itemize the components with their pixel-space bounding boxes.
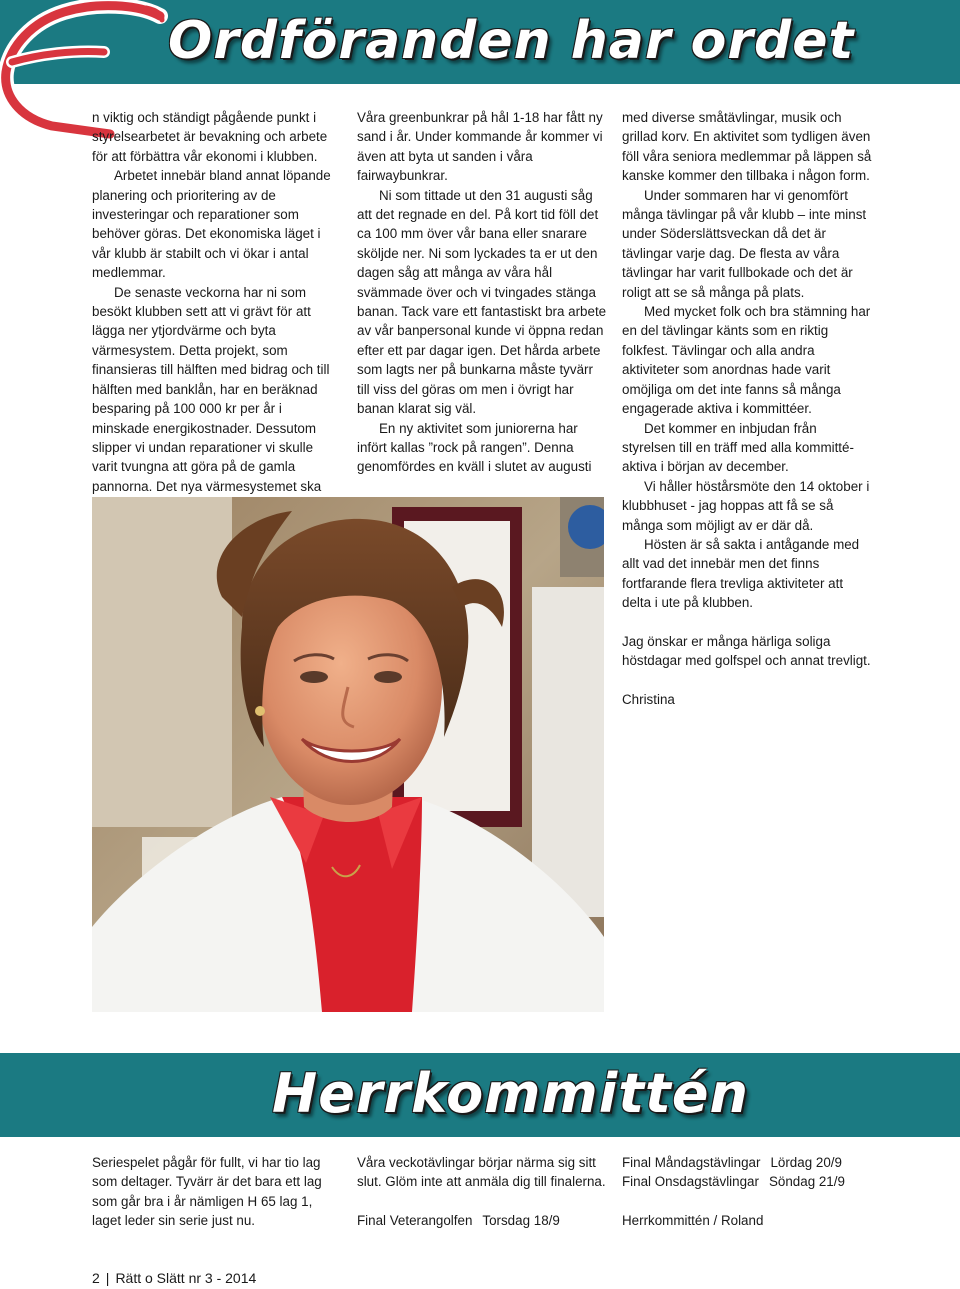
page-title: Ordföranden har ordet: [168, 11, 855, 71]
article-paragraph: En ny aktivitet som juniorerna har infört kallas ”rock på rangen”. Denna genomfördes en kväll i slutet av augusti: [357, 420, 592, 475]
section-paragraph: Seriespelet pågår för fullt, vi har tio lag som deltager. Tyvärr är det bara ett lag som går bra i år nämligen H 65 lag 1, laget leder sin serie just nu.: [92, 1155, 322, 1229]
final-label: Final Onsdagstävlingar: [622, 1174, 759, 1190]
page-number: 2: [92, 1270, 100, 1286]
final-date: Lördag 20/9: [770, 1155, 842, 1170]
article-paragraph: Ni som tittade ut den 31 augusti såg att det regnade en del. På kort tid föll det ca 100 mm över vår bana eller snarare sköljde ner. Ni som lyckades ta er ut den dagen såg att många av våra hål svämmade över och vi tvingades stänga banan. Tack vare ett fantastiskt bra arbete av vår banpersonal kunde vi öppna redan efter ett par dagar igen. Det hårda arbete som lagts ner på bunkarna måste tyvärr till viss del göras om men i övrigt har banan klarat sig väl.: [357, 187, 607, 417]
page-footer: [92, 1268, 256, 1288]
footer-separator: |: [105, 1270, 110, 1286]
final-label: Final Veterangolfen: [357, 1213, 473, 1229]
article-column-3: [622, 108, 872, 710]
article-paragraph: De senaste veckorna har ni som besökt klubben sett att vi grävt för att lägga ner ytjordvärme och byta värmesystem. Detta projekt, som finansieras till hälften med bidrag och till hälften med banklån, har en beräknad besparing på 100 000 kr per år i minskade energikostnader. Dessutom slipper vi undan reparationer vi skulle varit tvungna att göra på de gamla pannorna. Det nya värmesystemet ska: [92, 284, 330, 494]
article-paragraph: Det kommer en inbjudan från styrelsen till en träff med alla kommitté-aktiva i början av december.: [622, 420, 854, 475]
article-paragraph: Hösten är så sakta i antågande med allt vad det innebär men det finns fortfarande flera trevliga aktiviteter att delta i ute på klubben.: [622, 536, 860, 611]
article-paragraph: Vi håller höstårsmöte den 14 oktober i klubbhuset - jag hoppas att få se så många som möjligt av er där då.: [622, 478, 870, 533]
section-column-2: [357, 1153, 607, 1231]
section-signature: Herrkommittén / Roland: [622, 1213, 764, 1229]
closing-paragraph: Jag önskar er många härliga soliga höstdagar med golfspel och annat trevligt.: [622, 633, 871, 669]
article-column-1: [92, 108, 342, 516]
author-signature: Christina: [622, 692, 675, 708]
article-paragraph: Under sommaren har vi genomfört många tävlingar på vår klubb – inte minst under Söderslättsveckan då det är tävlingar varje dag. De flesta av våra tävlingar har varit fullbokade och det är roligt att se så många på plats.: [622, 187, 867, 300]
publication-name: Rätt o Slätt nr 3 - 2014: [115, 1270, 257, 1286]
final-row: [622, 1153, 882, 1172]
article-paragraph: Med mycket folk och bra stämning har en del tävlingar känts som en riktig folkfest. Tävlingar och alla andra aktiviteter som anordnas hade varit omöjliga om det inte fanns så många engagerade aktiva i kommittéer.: [622, 304, 871, 417]
section-column-1: [92, 1153, 342, 1231]
section-column-3: [622, 1153, 882, 1231]
article-paragraph: med diverse småtävlingar, musik och grillad korv. En aktivitet som tydligen även föll våra seniora medlemmar på läppen så kanske kommer den tillbaka i någon form.: [622, 110, 872, 184]
final-veteran-row: [357, 1211, 607, 1230]
article-column-2: [357, 108, 607, 477]
portrait-photo: [92, 497, 604, 1012]
article-paragraph: Arbetet innebär bland annat löpande planering och prioritering av de investeringar och reparationer som behöver göras. Det ekonomiska läget i vår klubb är stabilt och vi ökar i antal medlemmar.: [92, 168, 331, 281]
article-paragraph: Våra greenbunkrar på hål 1-18 har fått ny sand i år. Under kommande år kommer vi även att byta ut sanden i våra fairwaybunkrar.: [357, 110, 603, 184]
article-paragraph: n viktig och ständigt pågående punkt i styrelsearbetet är bevakning och arbete för att förbättra vår ekonomi i klubben.: [92, 110, 328, 164]
final-date: Torsdag 18/9: [482, 1213, 560, 1229]
final-label: Final Måndagstävlingar: [622, 1155, 761, 1170]
final-row: [622, 1172, 882, 1191]
final-date: Söndag 21/9: [768, 1174, 845, 1190]
section-title: Herrkommittén: [272, 1062, 749, 1125]
section-paragraph: Våra veckotävlingar börjar närma sig sitt slut. Glöm inte att anmäla dig till finalerna.: [357, 1155, 606, 1190]
